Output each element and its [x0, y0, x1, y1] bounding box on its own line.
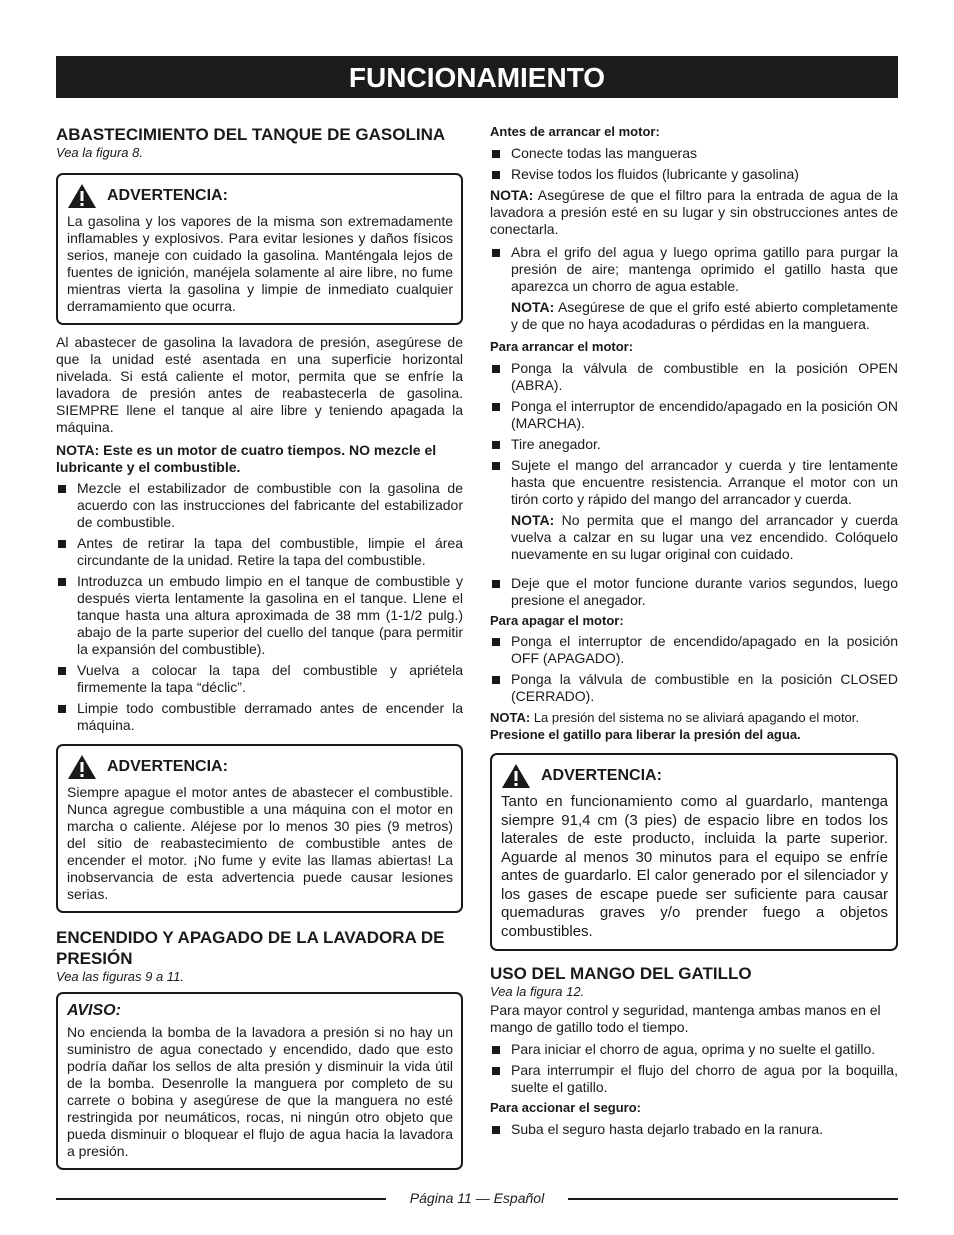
list-item: Sujete el mango del arrancador y cuerda y tire lentamente hasta que encuentre resistencia. Arranque el motor con un tirón corto y rápido del mango del arrancador y cuerda. — [490, 457, 898, 508]
page-title: FUNCIONAMIENTO — [56, 56, 898, 98]
page-number: Página 11 — Español — [56, 1190, 898, 1206]
warning-title — [67, 754, 453, 780]
list-item: Tire anegador. — [490, 436, 898, 453]
notice-title — [67, 1002, 453, 1020]
bullet-square-icon — [492, 150, 500, 158]
list-item: Vuelva a colocar la tapa del combustible y apriétela firmemente la tapa “déclic”. — [56, 662, 463, 696]
bullet-square-icon — [58, 578, 66, 586]
trigger-paragraph: Para mayor control y seguridad, mantenga ambas manos en el mango de gatillo todo el tiempo. — [490, 1002, 881, 1035]
section-heading-start-stop: ENCENDIDO Y APAGADO DE LA LAVADORA DE PRESIÓN — [56, 928, 445, 968]
left-column — [56, 120, 463, 1170]
starter-note: NOTA: No permita que el mango del arrancador y cuerda vuelva a calzar en su lugar una vez encendido. Colóquelo nuevamente en su lugar original con cuidado. — [511, 512, 898, 562]
figure-reference: Vea las figuras 9 a 11. — [56, 969, 184, 984]
run-list — [490, 575, 898, 609]
before-start-label: Antes de arrancar el motor: — [490, 124, 660, 139]
bullet-square-icon — [492, 676, 500, 684]
bullet-square-icon — [58, 667, 66, 675]
faucet-list — [490, 244, 898, 295]
warning-text: La gasolina y los vapores de la misma son extremadamente inflamables y explosivos. Para evitar lesiones y daños físicos serios, maneje con cuidado la gasolina. Manténgala lejos de fuentes de ignición, manéjela solamente al aire libre, no fume mientras vierta la gasolina y limpie de inmediato cualquier derramamiento que ocurra. — [67, 213, 453, 314]
filter-note: NOTA: Asegúrese de que el filtro para la entrada de agua de la lavadora a presión esté en su lugar y sin obstrucciones antes de conectarla. — [490, 187, 898, 237]
bullet-square-icon — [58, 540, 66, 548]
figure-reference: Vea la figura 12. — [490, 984, 585, 999]
bullet-square-icon — [492, 365, 500, 373]
lock-label: Para accionar el seguro: — [490, 1100, 642, 1115]
list-item: Limpie todo combustible derramado antes de encender la máquina. — [56, 700, 463, 734]
list-item: Deje que el motor funcione durante varios segundos, luego presione el anegador. — [490, 575, 898, 609]
fuel-steps-list — [56, 480, 463, 734]
bullet-square-icon — [492, 441, 500, 449]
list-item: Conecte todas las mangueras — [490, 145, 898, 162]
start-label: Para arrancar el motor: — [490, 339, 634, 354]
list-item: Suba el seguro hasta dejarlo trabado en la ranura. — [490, 1121, 898, 1138]
bullet-square-icon — [492, 1046, 500, 1054]
bullet-square-icon — [58, 705, 66, 713]
warning-title-text: ADVERTENCIA: — [107, 758, 228, 775]
faucet-note: NOTA: Asegúrese de que el grifo esté abierto completamente y de que no haya acodaduras o pérdidas en la manguera. — [511, 299, 898, 332]
pressure-note: NOTA: La presión del sistema no se aliviará apagando el motor. Presione el gatillo para liberar la presión del agua. — [490, 710, 860, 742]
bullet-square-icon — [58, 485, 66, 493]
fuel-note: NOTA: Este es un motor de cuatro tiempos. NO mezcle el lubricante y el combustible. — [56, 442, 437, 475]
list-item: Introduzca un embudo limpio en el tanque de combustible y después vierta lentamente la gasolina en el tanque. Llene el tanque hasta una altura aproximada de 38 mm (1-1/2 pulg.) abajo de la parte superior del cuello del tanque (para permitir la expansión del combustible). — [56, 573, 463, 658]
warning-box-clearance — [490, 753, 898, 951]
list-item: Ponga la válvula de combustible en la posición OPEN (ABRA). — [490, 360, 898, 394]
section-heading-trigger: USO DEL MANGO DEL GATILLO — [490, 964, 752, 983]
before-start-list — [490, 145, 898, 183]
bullet-square-icon — [492, 1126, 500, 1134]
lock-list — [490, 1121, 898, 1138]
list-item: Mezcle el estabilizador de combustible con la gasolina de acuerdo con las instrucciones del fabricante del estabilizador de combustible. — [56, 480, 463, 531]
start-steps-list — [490, 360, 898, 508]
bullet-square-icon — [492, 403, 500, 411]
bullet-square-icon — [492, 1067, 500, 1075]
warning-title-text: ADVERTENCIA: — [107, 187, 228, 204]
warning-box-fuel — [56, 173, 463, 325]
warning-title — [501, 763, 888, 789]
figure-reference: Vea la figura 8. — [56, 145, 143, 160]
page-footer — [56, 1188, 898, 1208]
list-item: Antes de retirar la tapa del combustible, limpie el área circundante de la unidad. Retire la tapa del combustible. — [56, 535, 463, 569]
right-column — [490, 120, 898, 1142]
bullet-square-icon — [492, 249, 500, 257]
bullet-square-icon — [492, 638, 500, 646]
list-item: Ponga la válvula de combustible en la posición CLOSED (CERRADO). — [490, 671, 898, 705]
list-item: Para iniciar el chorro de agua, oprima y no suelte el gatillo. — [490, 1041, 898, 1058]
list-item: Para interrumpir el flujo del chorro de agua por la boquilla, suelte el gatillo. — [490, 1062, 898, 1096]
list-item: Ponga el interruptor de encendido/apagado en la posición OFF (APAGADO). — [490, 633, 898, 667]
warning-triangle-icon — [67, 754, 97, 780]
warning-text: Siempre apague el motor antes de abastecer el combustible. Nunca agregue combustible a una máquina con el motor en marcha o caliente. Aléjese por lo menos 30 pies (9 metros) del sitio de reabastecimiento de combustible antes de encender el motor. ¡No fume y evite las llamas abiertas! La inobservancia de esta advertencia puede causar lesiones serias. — [67, 784, 453, 902]
notice-text: No encienda la bomba de la lavadora a presión si no hay un suministro de agua conectado y encendido, dado que esto podría dañar los sellos de alta presión y disminuir la vida útil de la bomba. Desenrolle la manguera por completo de su carrete o bobina y asegúrese de que la manguera no esté restringida por neumáticos, rocas, ni ningún otro objeto que pueda disminuir o bloquear el flujo de agua hacia la lavadora a presión. — [67, 1024, 453, 1159]
trigger-list — [490, 1041, 898, 1096]
notice-box — [56, 992, 463, 1170]
warning-text: Tanto en funcionamiento como al guardarlo, mantenga siempre 91,4 cm (3 pies) de espacio libre en todos los laterales de este producto, incluida la parte superior. Aguarde al menos 30 minutos para el equipo se enfríe antes de guardarlo. El calor generado por el silenciador y los gases de escape puede ser suficiente para causar quemaduras graves y/o prender fuego a objetos combustibles. — [501, 793, 888, 940]
section-heading-fuel: ABASTECIMIENTO DEL TANQUE DE GASOLINA — [56, 125, 446, 144]
warning-triangle-icon — [67, 183, 97, 209]
fuel-paragraph: Al abastecer de gasolina la lavadora de presión, asegúrese de que la unidad esté asentada en una superficie horizontal nivelada. Si está caliente el motor, permita que se enfríe la lavadora de presión antes de reabastecerla de gasolina. SIEMPRE llene el tanque al aire libre y teniendo apagada la máquina. — [56, 334, 463, 435]
bullet-square-icon — [492, 462, 500, 470]
warning-triangle-icon — [501, 763, 531, 789]
list-item: Revise todos los fluidos (lubricante y gasolina) — [490, 166, 898, 183]
warning-title-text: ADVERTENCIA: — [541, 767, 662, 784]
list-item: Abra el grifo del agua y luego oprima gatillo para purgar la presión de aire; mantenga oprimido el gatillo hasta que aparezca un chorro de agua estable. — [490, 244, 898, 295]
stop-steps-list — [490, 633, 898, 705]
notice-title-text: AVISO: — [67, 1002, 121, 1019]
warning-title — [67, 183, 453, 209]
list-item: Ponga el interruptor de encendido/apagado en la posición ON (MARCHA). — [490, 398, 898, 432]
bullet-square-icon — [492, 580, 500, 588]
stop-label: Para apagar el motor: — [490, 613, 624, 628]
bullet-square-icon — [492, 171, 500, 179]
warning-box-refuel — [56, 744, 463, 913]
